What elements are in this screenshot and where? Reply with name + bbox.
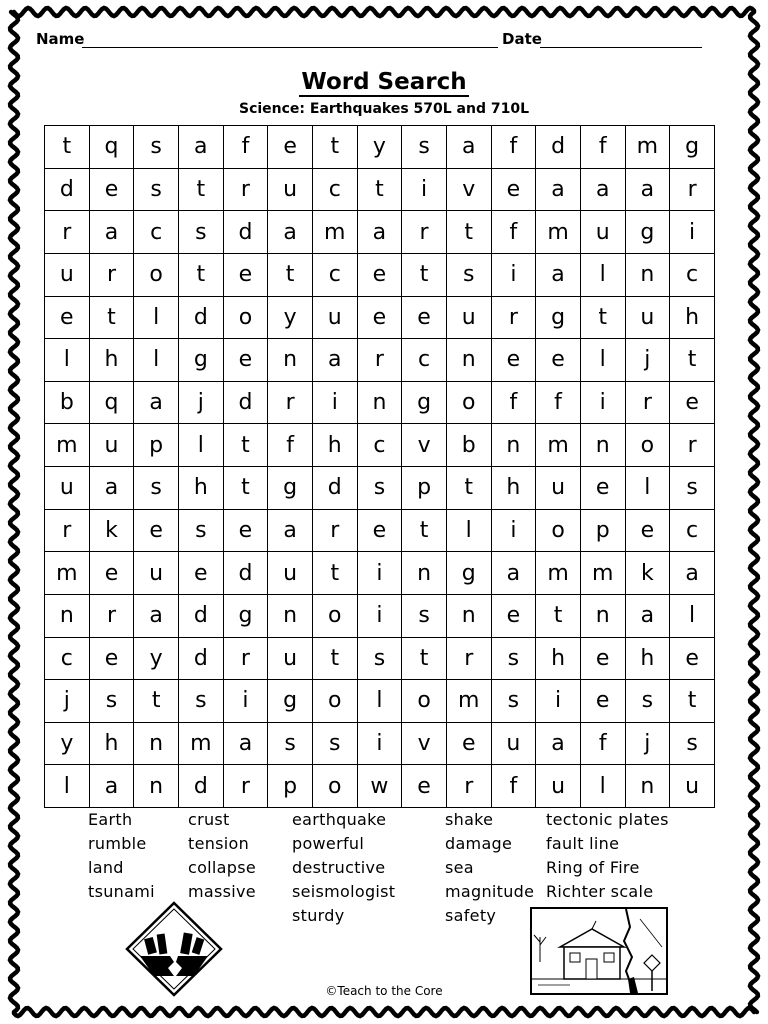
grid-row [45,211,715,254]
name-label: Name [36,30,85,48]
grid-cell[interactable]: p [268,765,313,808]
word-bank-item: Ring of Fire [546,858,640,877]
grid-cell[interactable]: i [491,509,536,552]
grid-cell[interactable]: o [536,509,581,552]
grid-cell[interactable]: y [268,296,313,339]
grid-cell[interactable]: e [268,126,313,169]
grid-row [45,381,715,424]
grid-row [45,467,715,510]
grid-cell[interactable]: r [446,765,491,808]
word-bank-item: rumble [88,834,147,853]
grid-cell[interactable]: n [491,424,536,467]
grid-cell[interactable]: e [580,637,625,680]
word-bank-item: tsunami [88,882,155,901]
grid-cell[interactable]: q [89,381,134,424]
grid-cell[interactable]: n [134,765,179,808]
word-bank-item: seismologist [292,882,396,901]
grid-cell[interactable]: o [312,765,357,808]
grid-cell[interactable]: s [268,722,313,765]
grid-cell[interactable]: i [357,552,402,595]
grid-cell[interactable]: s [402,126,447,169]
grid-cell[interactable]: h [670,296,715,339]
word-bank-item: tension [188,834,250,853]
grid-cell[interactable]: j [625,339,670,382]
grid-cell[interactable]: f [491,211,536,254]
grid-row [45,339,715,382]
grid-cell[interactable]: t [446,211,491,254]
grid-cell[interactable]: j [45,680,90,723]
word-bank-item: massive [188,882,256,901]
word-bank-item: crust [188,810,230,829]
grid-row [45,126,715,169]
grid-cell[interactable]: u [491,722,536,765]
grid-row [45,765,715,808]
grid-cell[interactable]: s [134,467,179,510]
word-bank-item: safety [445,906,497,925]
grid-cell[interactable]: a [625,168,670,211]
grid-cell[interactable]: u [580,211,625,254]
grid-cell[interactable]: r [670,168,715,211]
grid-cell[interactable]: e [45,296,90,339]
grid-cell[interactable]: m [536,424,581,467]
grid-cell[interactable]: e [402,765,447,808]
grid-cell[interactable]: e [670,381,715,424]
grid-cell[interactable]: t [178,168,223,211]
grid-cell[interactable]: k [89,509,134,552]
grid-cell[interactable]: c [357,424,402,467]
grid-row [45,296,715,339]
grid-cell[interactable]: m [625,126,670,169]
grid-cell[interactable]: u [134,552,179,595]
grid-cell[interactable]: a [134,381,179,424]
grid-cell[interactable]: q [89,126,134,169]
grid-cell[interactable]: a [491,552,536,595]
grid-cell[interactable]: m [580,552,625,595]
grid-cell[interactable]: o [402,680,447,723]
word-bank-item: earthquake [292,810,387,829]
grid-cell[interactable]: o [312,594,357,637]
grid-cell[interactable]: l [178,424,223,467]
word-bank-item: powerful [292,834,365,853]
grid-cell[interactable]: n [45,594,90,637]
grid-cell[interactable]: s [446,253,491,296]
grid-cell[interactable]: l [134,339,179,382]
grid-cell[interactable]: i [402,168,447,211]
grid-cell[interactable]: a [446,126,491,169]
grid-cell[interactable]: n [580,594,625,637]
grid-cell[interactable]: a [580,168,625,211]
grid-cell[interactable]: g [625,211,670,254]
grid-cell[interactable]: m [536,211,581,254]
grid-cell[interactable]: g [223,594,268,637]
word-bank-item: Richter scale [546,882,654,901]
grid-cell[interactable]: h [536,637,581,680]
word-bank-item: land [88,858,124,877]
word-bank-column [88,808,155,904]
word-bank-column [292,808,395,928]
grid-cell[interactable]: e [491,339,536,382]
word-bank-item: sea [445,858,474,877]
grid-cell[interactable]: s [134,168,179,211]
grid-cell[interactable]: n [402,552,447,595]
grid-cell[interactable]: l [580,765,625,808]
grid-cell[interactable]: t [312,637,357,680]
grid-cell[interactable]: m [178,722,223,765]
grid-cell[interactable]: r [402,211,447,254]
grid-cell[interactable]: s [491,680,536,723]
name-field[interactable] [36,30,498,48]
grid-cell[interactable]: t [268,253,313,296]
word-bank-column [445,808,534,928]
border-edge [14,8,754,16]
grid-cell[interactable]: h [625,637,670,680]
grid-cell[interactable]: d [178,296,223,339]
grid-cell[interactable]: t [670,680,715,723]
grid-cell[interactable]: a [625,594,670,637]
grid-cell[interactable]: m [45,424,90,467]
grid-cell[interactable]: t [45,126,90,169]
grid-cell[interactable]: r [223,637,268,680]
grid-cell[interactable]: i [536,680,581,723]
grid-cell[interactable]: e [89,552,134,595]
grid-cell[interactable]: h [89,722,134,765]
grid-cell[interactable]: j [178,381,223,424]
date-line [540,47,702,48]
grid-cell[interactable]: t [402,253,447,296]
grid-cell[interactable]: s [670,467,715,510]
grid-cell[interactable]: t [178,253,223,296]
grid-cell[interactable]: r [268,381,313,424]
date-label: Date [502,30,542,48]
grid-cell[interactable]: a [223,722,268,765]
grid-cell[interactable]: s [134,126,179,169]
grid-cell[interactable]: r [446,637,491,680]
grid-cell[interactable]: u [312,296,357,339]
grid-cell[interactable]: e [223,339,268,382]
grid-cell[interactable]: n [134,722,179,765]
grid-cell[interactable]: l [580,339,625,382]
grid-cell[interactable]: e [402,296,447,339]
grid-cell[interactable]: a [268,509,313,552]
grid-cell[interactable]: a [536,168,581,211]
grid-cell[interactable]: s [670,722,715,765]
grid-cell[interactable]: s [178,509,223,552]
grid-cell[interactable]: n [446,339,491,382]
grid-cell[interactable]: b [446,424,491,467]
grid-cell[interactable]: b [45,381,90,424]
grid-cell[interactable]: v [446,168,491,211]
grid-cell[interactable]: s [357,637,402,680]
grid-cell[interactable]: h [178,467,223,510]
copyright-notice: ©Teach to the Core [325,984,443,998]
grid-cell[interactable]: r [625,381,670,424]
word-bank-item: collapse [188,858,257,877]
grid-cell[interactable]: p [134,424,179,467]
grid-cell[interactable]: g [402,381,447,424]
worksheet-title [0,68,768,96]
grid-cell[interactable]: t [223,424,268,467]
grid-cell[interactable]: t [536,594,581,637]
grid-cell[interactable]: l [625,467,670,510]
grid-cell[interactable]: g [670,126,715,169]
grid-cell[interactable]: w [357,765,402,808]
grid-cell[interactable]: s [312,722,357,765]
grid-cell[interactable]: e [134,509,179,552]
grid-cell[interactable]: c [312,253,357,296]
grid-row [45,680,715,723]
grid-cell[interactable]: g [178,339,223,382]
grid-cell[interactable]: r [45,509,90,552]
grid-cell[interactable]: n [268,339,313,382]
grid-cell[interactable]: v [402,722,447,765]
grid-cell[interactable]: v [402,424,447,467]
grid-cell[interactable]: d [223,552,268,595]
worksheet-subtitle: Science: Earthquakes 570L and 710L [238,101,530,117]
grid-cell[interactable]: a [89,765,134,808]
grid-cell[interactable]: e [580,467,625,510]
grid-cell[interactable]: r [223,765,268,808]
grid-cell[interactable]: y [45,722,90,765]
grid-cell[interactable]: e [491,168,536,211]
grid-row [45,168,715,211]
grid-cell[interactable]: c [670,509,715,552]
grid-row [45,722,715,765]
grid-cell[interactable]: r [89,594,134,637]
grid-cell[interactable]: g [536,296,581,339]
grid-cell[interactable]: n [268,594,313,637]
grid-cell[interactable]: o [312,680,357,723]
grid-cell[interactable]: s [625,680,670,723]
grid-cell[interactable]: h [312,424,357,467]
grid-cell[interactable]: i [580,381,625,424]
grid-cell[interactable]: s [178,211,223,254]
grid-cell[interactable]: f [223,126,268,169]
grid-cell[interactable]: e [178,552,223,595]
grid-cell[interactable]: e [89,637,134,680]
grid-row [45,253,715,296]
title-text: Word Search [301,69,467,95]
grid-cell[interactable]: m [45,552,90,595]
grid-cell[interactable]: r [357,339,402,382]
grid-cell[interactable]: c [670,253,715,296]
grid-cell[interactable]: i [491,253,536,296]
grid-cell[interactable]: a [268,211,313,254]
grid-cell[interactable]: e [357,296,402,339]
grid-cell[interactable]: n [625,765,670,808]
grid-cell[interactable]: n [446,594,491,637]
grid-cell[interactable]: i [357,722,402,765]
grid-cell[interactable]: u [670,765,715,808]
grid-cell[interactable]: r [491,296,536,339]
grid-row [45,594,715,637]
grid-cell[interactable]: t [223,467,268,510]
grid-cell[interactable]: u [446,296,491,339]
grid-row [45,424,715,467]
grid-cell[interactable]: t [357,168,402,211]
grid-cell[interactable]: m [536,552,581,595]
grid-cell[interactable]: e [536,339,581,382]
grid-cell[interactable]: o [223,296,268,339]
grid-cell[interactable]: c [402,339,447,382]
grid-cell[interactable]: s [402,594,447,637]
grid-cell[interactable]: l [580,253,625,296]
grid-cell[interactable]: r [45,211,90,254]
grid-cell[interactable]: t [312,126,357,169]
grid-cell[interactable]: a [536,253,581,296]
grid-cell[interactable]: t [89,296,134,339]
grid-cell[interactable]: a [178,126,223,169]
grid-cell[interactable]: a [357,211,402,254]
grid-cell[interactable]: u [268,552,313,595]
grid-cell[interactable]: t [134,680,179,723]
grid-cell[interactable]: a [89,467,134,510]
grid-cell[interactable]: t [446,467,491,510]
grid-cell[interactable]: k [625,552,670,595]
grid-cell[interactable]: l [357,680,402,723]
grid-cell[interactable]: p [580,509,625,552]
word-bank-item: destructive [292,858,386,877]
grid-cell[interactable]: l [670,594,715,637]
grid-cell[interactable]: e [357,253,402,296]
grid-cell[interactable]: f [580,126,625,169]
grid-cell[interactable]: d [178,637,223,680]
word-bank-item: damage [445,834,513,853]
grid-cell[interactable]: l [446,509,491,552]
grid-cell[interactable]: d [223,381,268,424]
grid-cell[interactable]: n [625,253,670,296]
grid-cell[interactable]: e [446,722,491,765]
grid-cell[interactable]: s [178,680,223,723]
grid-row [45,509,715,552]
grid-cell[interactable]: h [491,467,536,510]
grid-cell[interactable]: m [312,211,357,254]
grid-cell[interactable]: f [491,381,536,424]
grid-cell[interactable]: t [580,296,625,339]
grid-cell[interactable]: p [402,467,447,510]
name-line [82,47,498,48]
grid-cell[interactable]: o [134,253,179,296]
grid-cell[interactable]: f [491,126,536,169]
grid-cell[interactable]: d [178,765,223,808]
grid-cell[interactable]: t [312,552,357,595]
word-bank-item: sturdy [292,906,345,925]
word-search-grid [44,125,715,808]
grid-row [45,552,715,595]
grid-cell[interactable]: a [89,211,134,254]
grid-cell[interactable]: t [402,509,447,552]
grid-cell[interactable]: f [268,424,313,467]
grid-cell[interactable]: e [491,594,536,637]
grid-cell[interactable]: j [625,722,670,765]
grid-cell[interactable]: d [178,594,223,637]
grid-cell[interactable]: d [536,126,581,169]
border-edge [14,1008,754,1016]
grid-cell[interactable]: u [625,296,670,339]
grid-cell[interactable]: y [357,126,402,169]
grid-cell[interactable]: o [446,381,491,424]
grid-cell[interactable]: d [223,211,268,254]
word-bank-item: tectonic plates [546,810,669,829]
word-bank-column [546,808,669,904]
grid-cell[interactable]: r [223,168,268,211]
grid-cell[interactable]: u [45,467,90,510]
grid-cell[interactable]: r [89,253,134,296]
word-bank-item: Earth [88,810,133,829]
grid-cell[interactable]: n [357,381,402,424]
grid-cell[interactable]: u [536,467,581,510]
grid-cell[interactable]: t [402,637,447,680]
grid-cell[interactable]: l [45,339,90,382]
word-bank-item: fault line [546,834,620,853]
grid-cell[interactable]: l [134,296,179,339]
grid-cell[interactable]: t [670,339,715,382]
grid-cell[interactable]: h [89,339,134,382]
grid-cell[interactable]: e [580,680,625,723]
grid-cell[interactable]: e [223,253,268,296]
earthquake-house-illustration [530,907,668,995]
word-bank-item: shake [445,810,494,829]
word-bank-column [188,808,256,904]
word-bank-item: magnitude [445,882,535,901]
grid-cell[interactable]: i [670,211,715,254]
grid-cell[interactable]: e [625,509,670,552]
grid-cell[interactable]: a [670,552,715,595]
grid-cell[interactable]: f [536,381,581,424]
grid-cell[interactable]: g [268,680,313,723]
grid-cell[interactable]: u [268,168,313,211]
grid-cell[interactable]: u [89,424,134,467]
grid-cell[interactable]: e [223,509,268,552]
grid-cell[interactable]: u [268,637,313,680]
grid-cell[interactable]: s [89,680,134,723]
grid-cell[interactable]: e [357,509,402,552]
grid-cell[interactable]: f [580,722,625,765]
grid-cell[interactable]: o [625,424,670,467]
grid-cell[interactable]: r [312,509,357,552]
grid-cell[interactable]: i [357,594,402,637]
grid-cell[interactable]: a [536,722,581,765]
grid-cell[interactable]: s [357,467,402,510]
grid-cell[interactable]: e [89,168,134,211]
grid-cell[interactable]: d [45,168,90,211]
grid-cell[interactable]: c [312,168,357,211]
grid-cell[interactable]: c [134,211,179,254]
grid-cell[interactable]: u [45,253,90,296]
grid-cell[interactable]: u [536,765,581,808]
grid-cell[interactable]: l [45,765,90,808]
grid-cell[interactable]: r [670,424,715,467]
grid-cell[interactable]: i [223,680,268,723]
grid-cell[interactable]: s [491,637,536,680]
grid-cell[interactable]: a [134,594,179,637]
grid-cell[interactable]: e [670,637,715,680]
grid-cell[interactable]: f [491,765,536,808]
grid-cell[interactable]: g [446,552,491,595]
grid-cell[interactable]: c [45,637,90,680]
grid-cell[interactable]: n [580,424,625,467]
grid-cell[interactable]: i [312,381,357,424]
grid-cell[interactable]: y [134,637,179,680]
grid-cell[interactable]: d [312,467,357,510]
grid-cell[interactable]: a [312,339,357,382]
date-field[interactable] [502,30,702,48]
grid-row [45,637,715,680]
grid-cell[interactable]: g [268,467,313,510]
grid-cell[interactable]: m [446,680,491,723]
